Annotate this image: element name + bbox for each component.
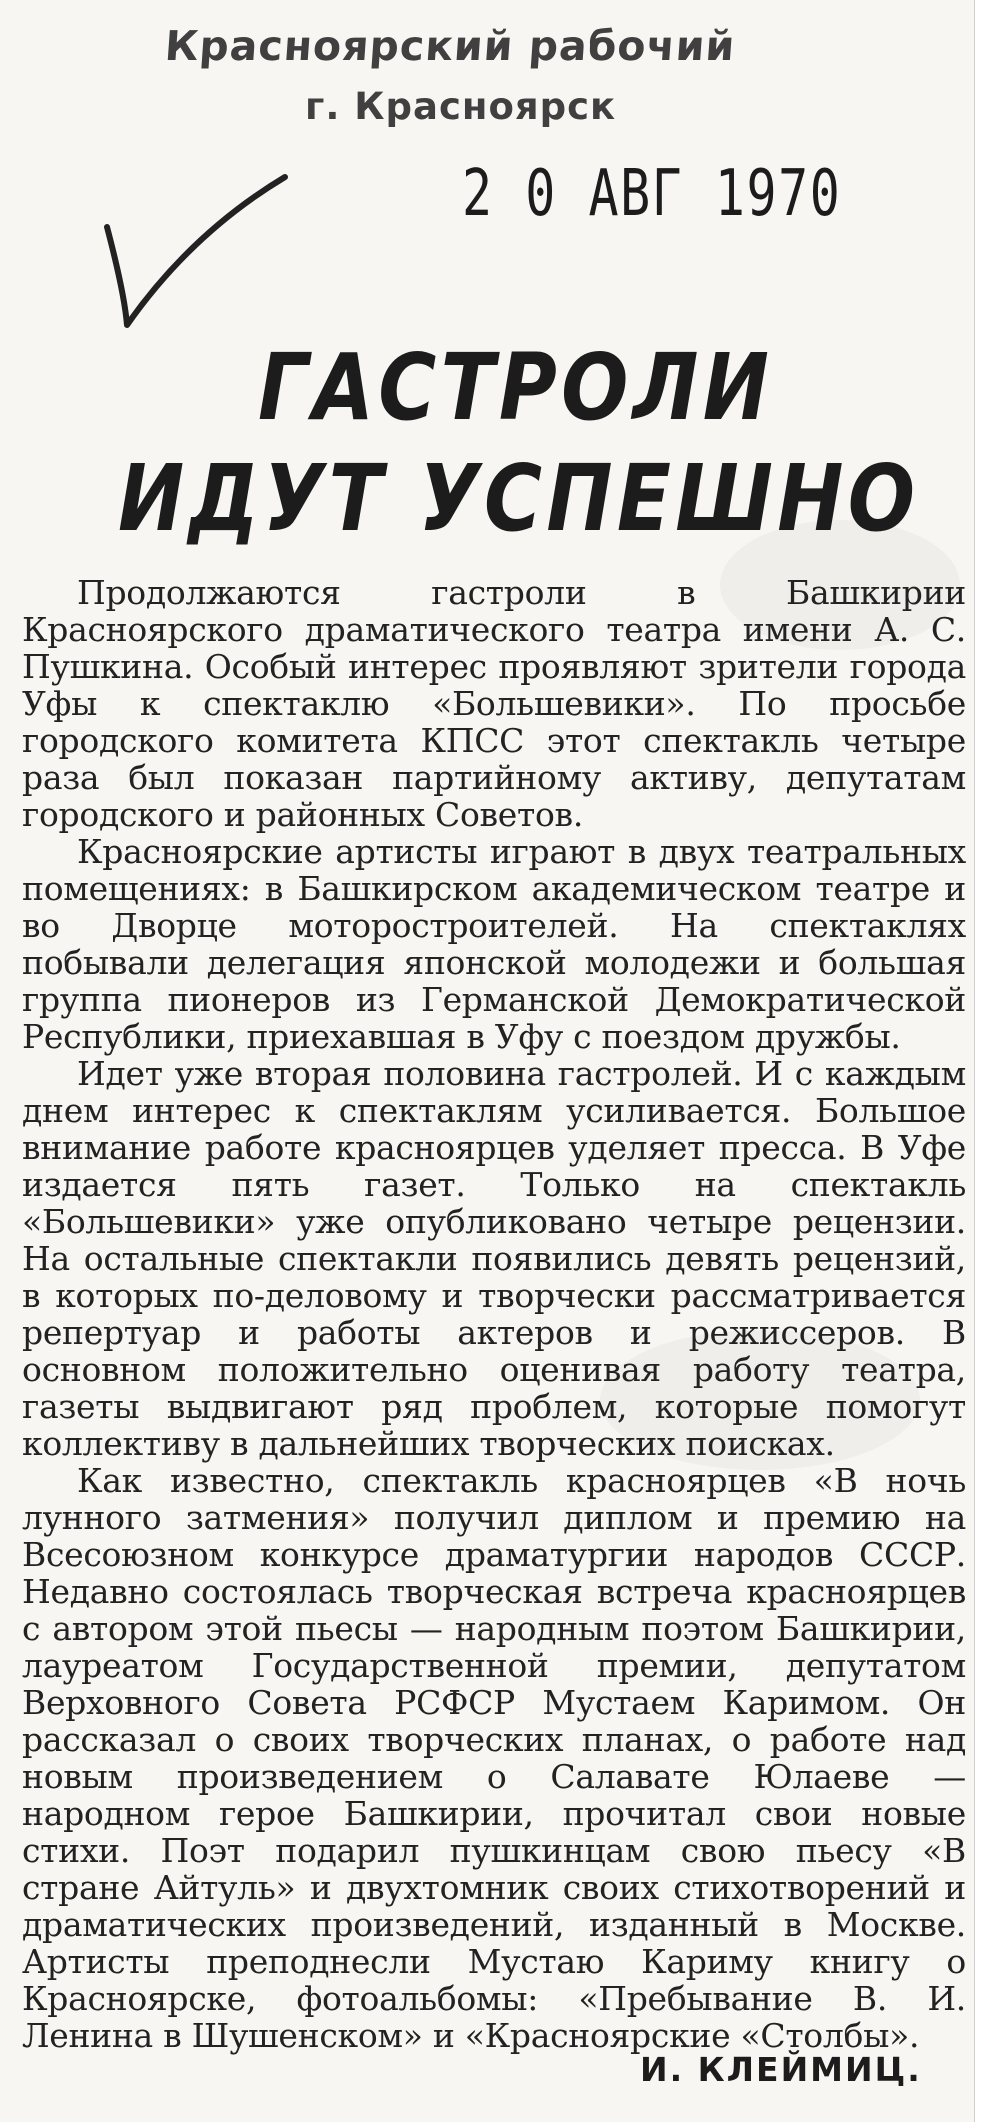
- date-stamp: 2 0 АВГ 1970: [462, 157, 842, 231]
- author-signature: И. КЛЕЙМИЦ.: [640, 2050, 922, 2089]
- article-body: [22, 574, 966, 2054]
- article-paragraph-3: Идет уже вторая половина гастролей. И с каждым днем интерес к спектаклям усиливается. Большое внимание работе красноярцев уделяет пресса. В Уфе издается пять газет. Только на спектакль «Большевики» уже опубликовано четыре рецензии. На остальные спектакли появились девять рецензий, в которых по-деловому и творчески рассматривается репертуар и работы актеров и режиссеров. В основном положительно оценивая работу театра, газеты выдвигают ряд проблем, которые помогут коллективу в дальнейших творческих поисках.: [22, 1054, 966, 1463]
- headline-line-2: ИДУТ УСПЕШНО: [118, 445, 920, 552]
- newspaper-name-stamp: Красноярский рабочий: [163, 22, 737, 70]
- article-paragraph-2: Красноярские артисты играют в двух театральных помещениях: в Башкирском академическом театре и во Дворце моторостроителей. На спектаклях побывали делегация японской молодежи и большая группа пионеров из Германской Демократической Республики, приехавшая в Уфу с поездом дружбы.: [22, 832, 966, 1056]
- article-paragraph-4: Как известно, спектакль красноярцев «В ночь лунного затмения» получил диплом и премию на Всесоюзном конкурсе драматургии народов СССР. Недавно состоялась творческая встреча красноярцев с автором этой пьесы — народным поэтом Башкирии, лауреатом Государственной премии, депутатом Верховного Совета РСФСР Мустаем Каримом. Он рассказал о своих творческих планах, о работе над новым произведением о Салавате Юлаеве — народном герое Башкирии, прочитал свои новые стихи. Поэт подарил пушкинцам свою пьесу «В стране Айтуль» и двухтомник своих стихотворений и драматических произведений, изданный в Москве. Артисты преподнесли Мустаю Кариму книгу о Красноярске, фотоальбомы: «Пребывание В. И. Ленина в Шушенском» и «Красноярские «Столбы».: [22, 1461, 966, 2055]
- article-paragraph-1: Продолжаются гастроли в Башкирии Красноярского драматического театра имени А. С. Пушкина. Особый интерес проявляют зрители города Уфы к спектаклю «Большевики». По просьбе городского комитета КПСС этот спектакль четыре раза был показан партийному активу, депутатам городского и районных Советов.: [22, 573, 966, 834]
- city-stamp: г. Красноярск: [305, 85, 617, 128]
- handwritten-checkmark-icon: [95, 165, 295, 335]
- headline-line-1: ГАСТРОЛИ: [258, 334, 774, 441]
